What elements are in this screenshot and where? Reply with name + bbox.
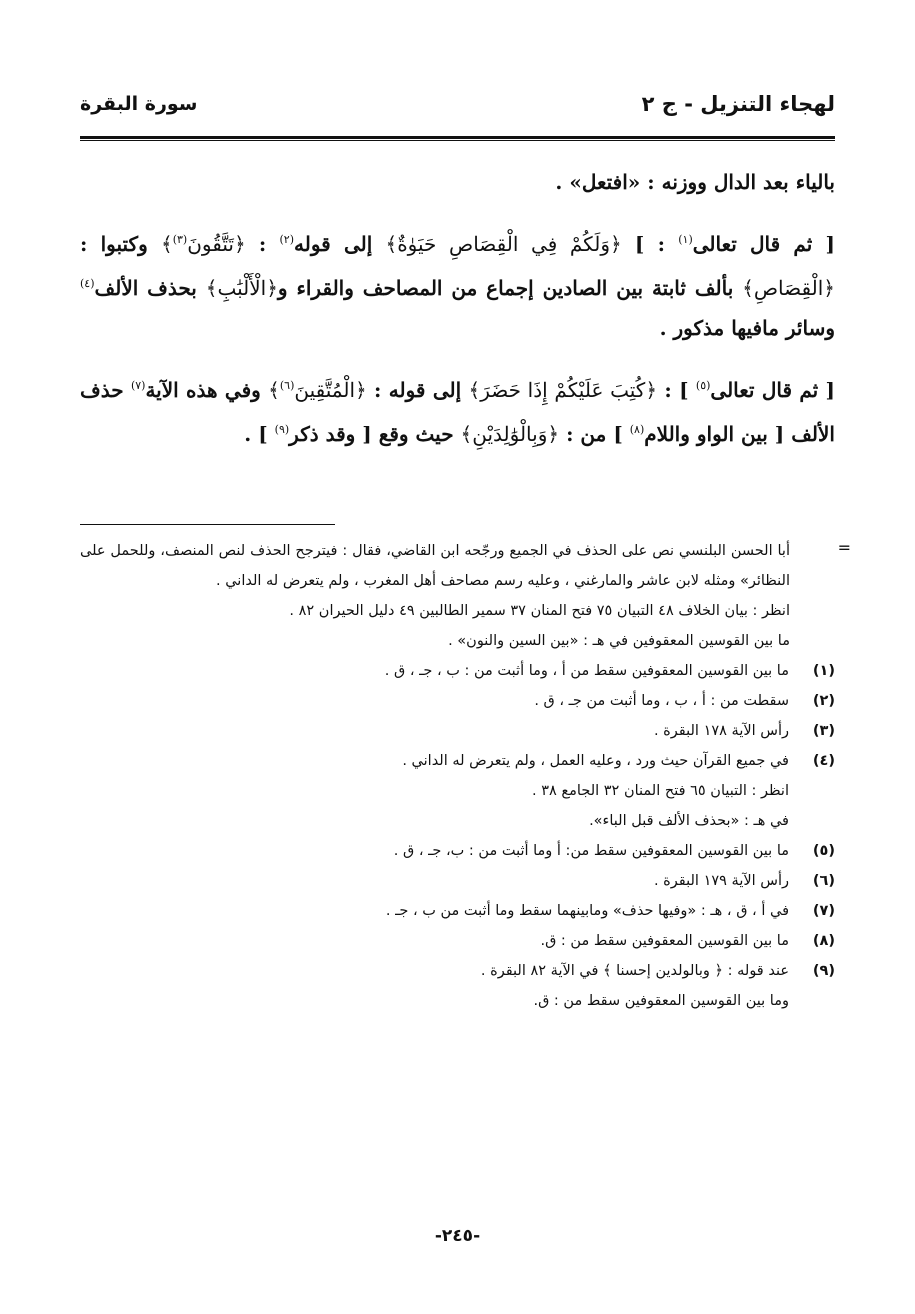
quran-quote: تَتَّقُونَ	[187, 232, 234, 256]
footnote-item: (٣) رأس الآية ١٧٨ البقرة .	[653, 723, 835, 739]
quran-quote: الْقِصَاصِ	[753, 276, 824, 300]
footnote-subline: انظر : التبيان ٦٥ فتح المنان ٣٢ الجامع ٣٨ .	[532, 783, 789, 799]
quran-quote: وَبِالْوَٰلِدَيْنِ	[472, 422, 548, 446]
main-paragraph-3: [ ثم قال تعالى$^{(٥)}$ ] : ﴿كُتِبَ عَلَيْكُمْ إِذَا حَضَرَ﴾ إلى قوله : ﴿الْمُتَّقِينَ$^{(٦)}$﴾ وفي هذه الآية$^{(٧)}$ حذف الألف [ بين الواو واللام$^{(٨)}$ ] من : ﴿وَبِالْوَٰلِدَيْنِ﴾ حيث وقع [ وقد ذكر$^{(٩)}$ ] .	[80, 378, 836, 446]
header-rule-thin	[80, 140, 835, 141]
header-rule-thick	[80, 136, 835, 139]
surah-name: سورة البقرة	[80, 93, 198, 115]
footnote-item: (٤) في جميع القرآن حيث ورد ، وعليه العمل ، ولم يتعرض له الداني .	[402, 753, 835, 769]
main-paragraph-2: [ ثم قال تعالى$^{(١)}$ : ] ﴿وَلَكُمْ فِي الْقِصَاصِ حَيَوٰةٌ﴾ إلى قوله$^{(٢)}$ : ﴿تَتَّقُونَ$^{(٣)}$﴾ وكتبوا : ﴿الْقِصَاصِ﴾ بألف ثابتة بين الصادين إجماع من المصاحف والقراء و﴿الْأَلْبَٰبِ﴾ بحذف الألف$^{(٤)}$ وسائر مافيها مذكور .	[80, 232, 835, 340]
footnote-variant: ما بين القوسين المعقوفين في هـ : «بين السين والنون» .	[448, 633, 790, 649]
footnote-item: (٢) سقطت من : أ ، ب ، وما أثبت من جـ ، ق .	[534, 693, 835, 709]
footnote-item: (٥) ما بين القوسين المعقوفين سقط من: أ وما أثبت من : ب، جـ ، ق .	[393, 843, 835, 859]
book-title: لهجاء التنزيل - ج ٢	[641, 92, 835, 116]
main-text	[80, 162, 835, 454]
footnote-subline: وما بين القوسين المعقوفين سقط من : ق.	[533, 993, 789, 1009]
footnote-item: (١) ما بين القوسين المعقوفين سقط من أ ، وما أثبت من : ب ، جـ ، ق .	[384, 663, 835, 679]
footnote-separator	[80, 524, 335, 525]
footnote-continuation: أبا الحسن البلنسي نص على الحذف في الجميع ورجّحه ابن القاضي، فقال : فيترجح الحذف لنص المنصف، وللحمل على النظائر» ومثله لابن عاشر والمارغني ، وعليه رسم مصاحف أهل المغرب ، ولم يتعرض له الداني .	[80, 543, 790, 589]
page-number: -٢٤٥-	[434, 1226, 481, 1246]
footnote-item: (٧) في أ ، ق ، هـ : «وفيها حذف» ومابينهما سقط وما أثبت من ب ، جـ .	[385, 903, 835, 919]
quran-quote: الْأَلْبَٰبِ	[217, 276, 267, 300]
footnote-reference: انظر : بيان الخلاف ٤٨ التبيان ٧٥ فتح المنان ٣٧ سمير الطالبين ٤٩ دليل الحيران ٨٢ .	[289, 603, 790, 619]
continuation-mark: =	[837, 538, 851, 557]
footnote-item: (٦) رأس الآية ١٧٩ البقرة .	[653, 873, 835, 889]
footnotes	[80, 536, 835, 1016]
footnote-item: (٩) عند قوله : ﴿ وبالولدين إحسنا ﴾ في الآية ٨٢ البقرة .	[480, 963, 835, 979]
page-header	[80, 84, 835, 124]
quran-quote: وَلَكُمْ فِي الْقِصَاصِ حَيَوٰةٌ	[397, 232, 610, 256]
quran-quote: كُتِبَ عَلَيْكُمْ إِذَا حَضَرَ	[480, 378, 646, 402]
main-paragraph-1: بالياء بعد الدال ووزنه : «افتعل» .	[555, 170, 835, 194]
footnote-subline: في هـ : «بحذف الألف قبل الباء».	[589, 813, 789, 829]
footnote-item: (٨) ما بين القوسين المعقوفين سقط من : ق.	[540, 933, 835, 949]
quran-quote: الْمُتَّقِينَ	[294, 378, 355, 402]
